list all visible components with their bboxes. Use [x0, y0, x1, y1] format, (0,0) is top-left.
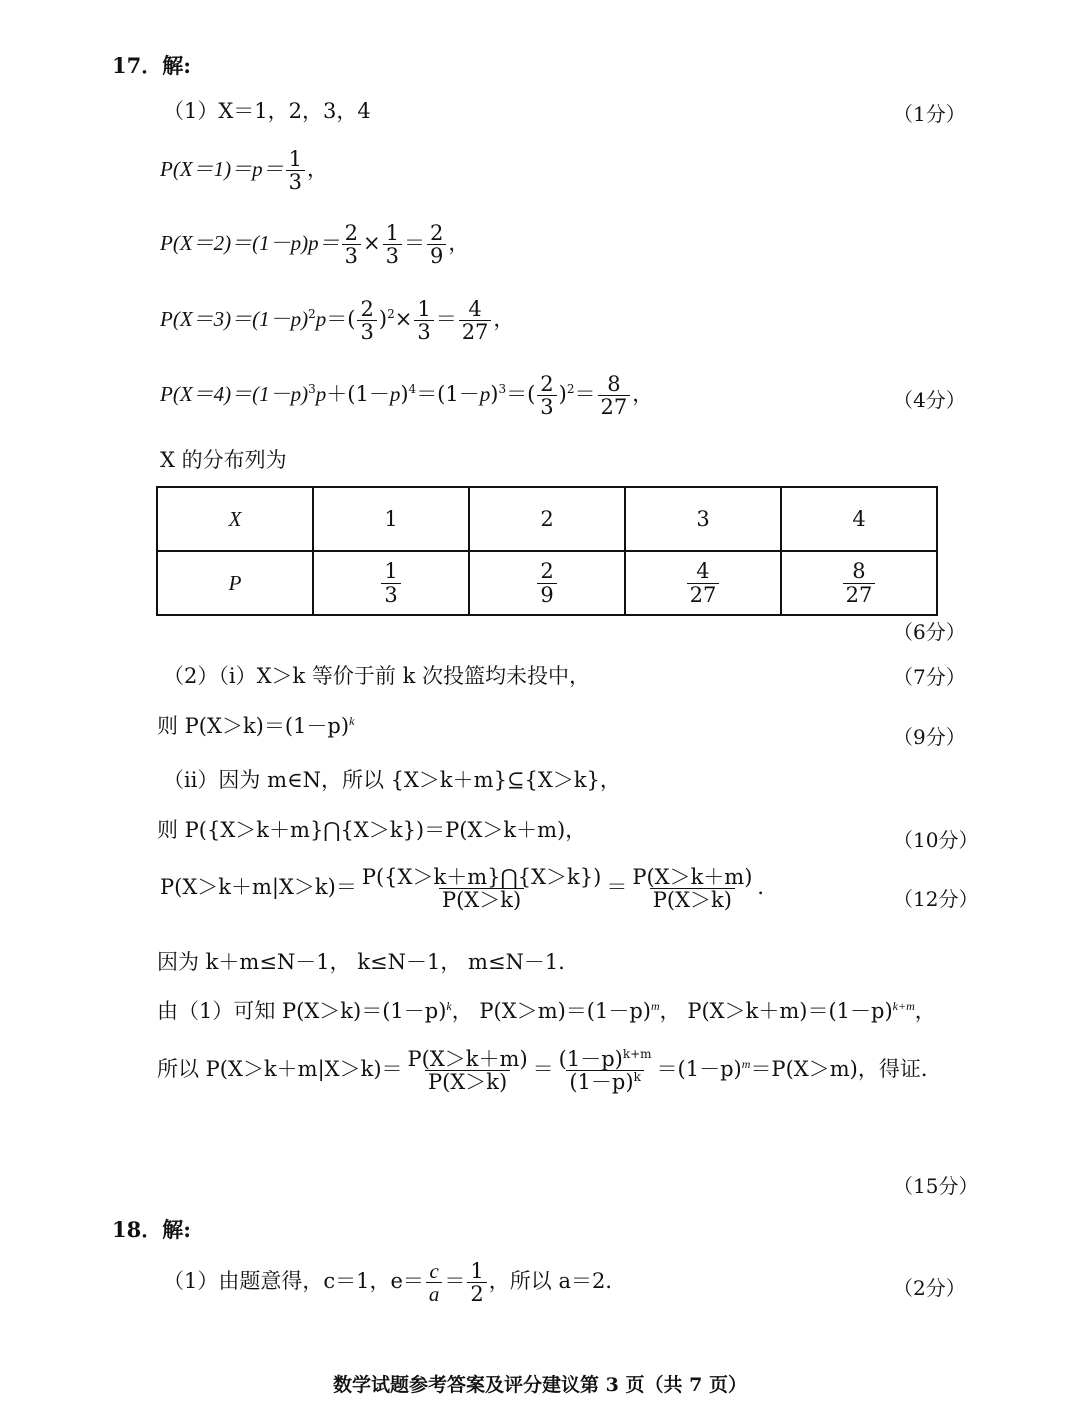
- px3-equation: $P(X=3)=(1-p)^2p=$( $\frac{2}{3}$ )$^2$× $\frac{1}{3}$ ＝ $\frac{4}{27}$ ，: [160, 297, 515, 345]
- q18-part1-line: （1）由题意得，c＝1，e＝ $\frac{c}{a}$ ＝ $\frac{1}{2}$ ，所以 a＝2．: [163, 1259, 627, 1307]
- px1-left: P(X＝1)＝p＝: [160, 157, 284, 182]
- score-12: （12分）: [893, 887, 979, 911]
- from-part1-line: 由（1）可知 $P(X>k)=(1-p)^k$， $P(X>m)=(1-p)^m$， $P(X>k+m)=(1-p)^{k+m}$，: [157, 999, 936, 1023]
- cond-left: P(X＞k＋m|X＞k)＝: [160, 875, 357, 900]
- table-row: [157, 551, 937, 615]
- q17-heading: 17．解:: [112, 53, 191, 78]
- table-cell: $\frac{4}{27}$: [625, 551, 781, 615]
- part2ii-line: （ⅱ）因为 m∈N，所以 {X＞k＋m}⊆{X＞k}，: [163, 768, 621, 792]
- px3-left: P(X＝3)＝(1－p): [160, 307, 309, 332]
- table-header-cell: 4: [781, 487, 937, 551]
- distribution-caption: X 的分布列为: [160, 448, 287, 472]
- px2-left: P(X＝2)＝(1－p)p＝: [160, 231, 340, 256]
- score-9: （9分）: [893, 725, 966, 749]
- score-6: （6分）: [893, 620, 966, 644]
- page-footer: 数学试题参考答案及评分建议第 3 页（共 7 页）: [333, 1374, 747, 1396]
- score-15: （15分）: [893, 1174, 979, 1198]
- score-10: （10分）: [893, 828, 979, 852]
- px1-equation: P(X＝1)＝p＝ $\frac{1}{3}$ ，: [160, 147, 329, 195]
- cond-den1: P(X＞k): [439, 888, 524, 911]
- table-cell: $\frac{2}{9}$: [469, 551, 625, 615]
- table-row-label: P: [157, 551, 313, 615]
- px4-equation: $P(X=4)=(1-p)^3p+(1-p)^4=(1-p)^3=$( $\frac{2}{3}$ )$^2$＝ $\frac{8}{27}$ ，: [160, 372, 654, 420]
- score-2: （2分）: [893, 1276, 966, 1300]
- distribution-table: [156, 486, 938, 616]
- cond-num2: P(X＞k＋m): [632, 865, 753, 889]
- final-conclusion: 所以 P(X＞k＋m|X＞k)＝ $\frac{P(X>k+m)}{P(X>k)}$ ＝ $\frac{(1-p)^{k+m}}{(1-p)^k}$ $=(1-p)^m=P(X>m)$，得证．: [157, 1047, 942, 1095]
- q17-part1-line: （1）X＝1，2，3，4: [163, 99, 371, 123]
- table-row: [157, 487, 937, 551]
- table-cell: $\frac{8}{27}$: [781, 551, 937, 615]
- conditional-probability: P(X＞k＋m|X＞k)＝ $\frac{P(\{X>k+m\}⋂\{X>k\})}{P(X>k)}$ ＝ $\frac{P(X>k+m)}{P(X>k)}$ ．: [160, 865, 779, 913]
- part2i-result: 则 $P(X>k)=(1-p)^k$: [157, 714, 355, 738]
- table-cell: $\frac{1}{3}$: [313, 551, 469, 615]
- px4-left: P(X＝4)＝(1－p): [160, 382, 309, 407]
- cond-num1: P({X＞k＋m}⋂{X＞k}): [361, 865, 602, 889]
- table-header-cell: 3: [625, 487, 781, 551]
- q18-heading: 18．解:: [112, 1217, 191, 1242]
- score-1: （1分）: [893, 102, 966, 126]
- table-header-cell: 2: [469, 487, 625, 551]
- score-7: （7分）: [893, 665, 966, 689]
- part2i-result-text: 则 P(X＞k)＝(1－p): [157, 714, 350, 738]
- part2ii-then: 则 P({X＞k＋m}⋂{X＞k})＝P(X＞k＋m)，: [157, 818, 587, 842]
- table-header-cell: 1: [313, 487, 469, 551]
- cond-den2: P(X＞k): [650, 888, 735, 911]
- because-line: 因为 k＋m≤N－1， k≤N－1， m≤N－1．: [157, 950, 580, 974]
- px2-equation: P(X＝2)＝(1－p)p＝ $\frac{2}{3}$ × $\frac{1}{3}$ ＝ $\frac{2}{9}$ ，: [160, 221, 470, 269]
- score-4: （4分）: [893, 388, 966, 412]
- part2i-line: （2）（ⅰ）X＞k 等价于前 k 次投篮均未投中，: [163, 664, 591, 688]
- table-header-cell: X: [157, 487, 313, 551]
